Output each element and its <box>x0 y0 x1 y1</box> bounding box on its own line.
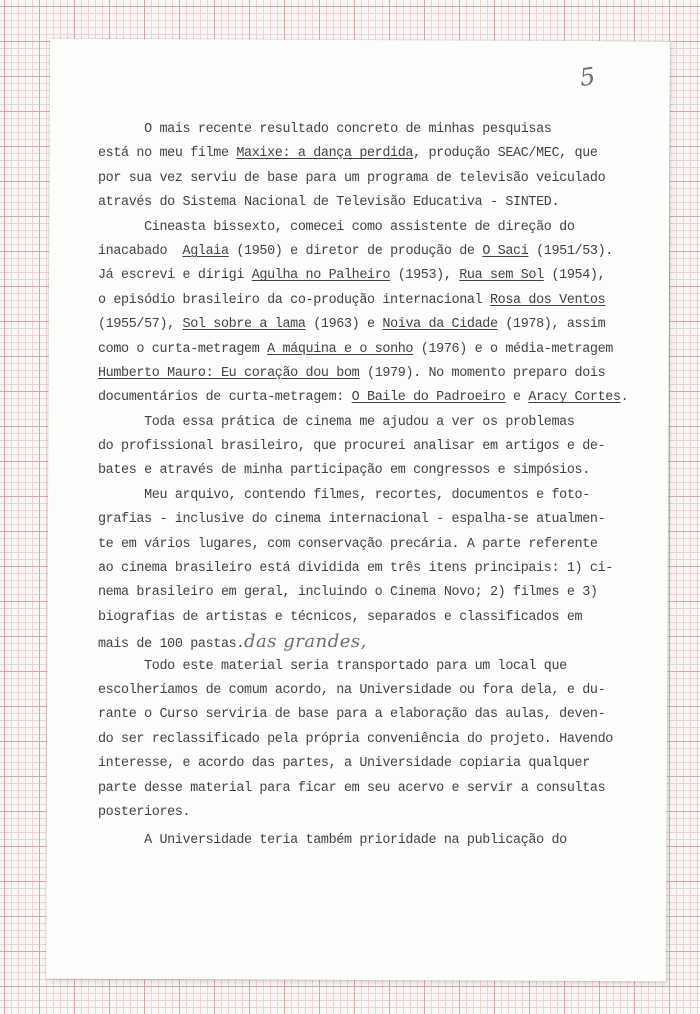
text-line <box>98 240 658 264</box>
text-segment: nema brasileiro em geral, incluindo o Cinema Novo; 2) filmes e 3) <box>98 585 598 601</box>
text-segment: Já escrevi e dirigi <box>98 268 252 284</box>
typed-text-body <box>98 118 658 854</box>
text-segment: , produção SEAC/MEC, que <box>413 146 598 162</box>
text-segment: A Universidade teria também prioridade na publicação do <box>98 833 567 849</box>
text-line <box>98 484 658 508</box>
text-line <box>98 581 658 605</box>
text-line <box>98 557 658 581</box>
text-segment: parte desse material para ficar em seu acervo e servir a consultas <box>98 780 606 796</box>
text-line <box>98 167 658 191</box>
text-segment: (1950) e diretor de produção de <box>228 243 483 259</box>
text-segment: está no meu filme <box>98 146 237 162</box>
text-line <box>98 118 658 142</box>
underlined-title: A máquina e o sonho <box>267 341 414 357</box>
text-line <box>98 338 658 362</box>
text-line <box>98 508 658 532</box>
text-line <box>98 728 658 752</box>
text-segment: posteriores. <box>98 804 191 820</box>
underlined-title: O Baile do Padroeiro <box>351 390 506 406</box>
text-line <box>98 386 658 410</box>
text-line <box>98 264 658 288</box>
underlined-title: Sol sobre a lama <box>182 317 306 333</box>
text-line <box>98 289 658 313</box>
text-line <box>98 679 658 703</box>
handwritten-page-number: 5 <box>578 62 597 92</box>
text-segment: (1951/53). <box>528 243 613 259</box>
underlined-title: Noiva da Cidade <box>382 317 498 333</box>
text-line <box>98 216 658 240</box>
text-segment: biografias de artistas e técnicos, separados e classificados em <box>98 609 583 625</box>
underlined-title: O Saci <box>482 243 529 259</box>
text-segment: mais de 100 pastas. <box>98 637 245 653</box>
text-line <box>98 142 658 166</box>
text-segment: (1979). No momento preparo dois <box>359 365 606 381</box>
text-segment: documentários de curta-metragem: <box>98 390 352 406</box>
handwritten-insert: das grandes, <box>244 631 367 653</box>
text-line <box>98 777 658 801</box>
text-segment: do ser reclassificado pela própria conveniência do projeto. Havendo <box>98 731 613 747</box>
text-segment: escolheríamos de comum acordo, na Universidade ou fora dela, e du- <box>98 682 606 698</box>
text-line <box>98 703 658 727</box>
underlined-title: Aglaia <box>182 243 229 259</box>
text-segment: (1978), assim <box>497 317 606 333</box>
text-segment: interesse, e acordo das partes, a Universidade copiaria qualquer <box>98 756 590 772</box>
underlined-title: Maxixe: a dança perdida <box>236 146 414 162</box>
text-segment: como o curta-metragem <box>98 341 268 357</box>
underlined-title: Rosa dos Ventos <box>489 292 606 308</box>
text-segment: por sua vez serviu de base para um programa de televisão veiculado <box>98 170 606 186</box>
text-segment: bates e através de minha participação em congressos e simpósios. <box>98 463 590 479</box>
text-segment: O mais recente resultado concreto de minhas pesquisas <box>144 122 552 137</box>
indent-space <box>98 122 144 137</box>
text-segment: rante o Curso serviria de base para a elaboração das aulas, deven- <box>98 707 606 723</box>
text-segment: do profissional brasileiro, que procurei analisar em artigos e de- <box>98 439 606 455</box>
text-segment: . <box>620 390 629 406</box>
text-segment: (1953), <box>390 268 460 284</box>
text-segment: ao cinema brasileiro está dividida em três itens principais: 1) ci- <box>98 561 613 577</box>
text-segment: te em vários lugares, com conservação precária. A parte referente <box>98 536 598 552</box>
text-segment: através do Sistema Nacional de Televisão Educativa - SINTED. <box>98 195 560 211</box>
text-line <box>98 191 658 215</box>
text-line <box>98 313 658 337</box>
text-segment: inacabado <box>98 243 183 259</box>
text-line <box>98 801 658 825</box>
text-line <box>98 459 658 483</box>
text-segment: (1955/57), <box>98 317 183 333</box>
text-segment: Toda essa prática de cinema me ajudou a ver os problemas <box>98 414 575 430</box>
underlined-title: Humberto Mauro: Eu coração dou bom <box>98 365 360 381</box>
text-line <box>98 752 658 776</box>
text-segment: grafias - inclusive do cinema internacional - espalha-se atualmen- <box>98 512 606 528</box>
text-line <box>98 655 658 679</box>
text-line <box>98 411 658 435</box>
text-segment: (1963) e <box>305 317 383 333</box>
text-line <box>98 435 658 459</box>
text-segment: Todo este material seria transportado para um local que <box>98 658 567 674</box>
text-line <box>98 630 658 654</box>
text-segment: e <box>505 390 529 406</box>
text-segment: (1976) e o média-metragem <box>413 341 613 357</box>
underlined-title: Agulha no Palheiro <box>251 268 391 284</box>
text-segment: Meu arquivo, contendo filmes, recortes, documentos e foto- <box>98 487 590 503</box>
text-segment: o episódio brasileiro da co-produção internacional <box>98 292 490 308</box>
text-line <box>98 606 658 630</box>
text-line <box>98 533 658 557</box>
text-segment: (1954), <box>543 268 606 284</box>
text-line <box>98 829 658 853</box>
text-segment: Cineasta bissexto, comecei como assistente de direção do <box>98 219 575 235</box>
text-line <box>98 362 658 386</box>
underlined-title: Rua sem Sol <box>459 268 544 284</box>
underlined-title: Aracy Cortes <box>528 390 621 406</box>
